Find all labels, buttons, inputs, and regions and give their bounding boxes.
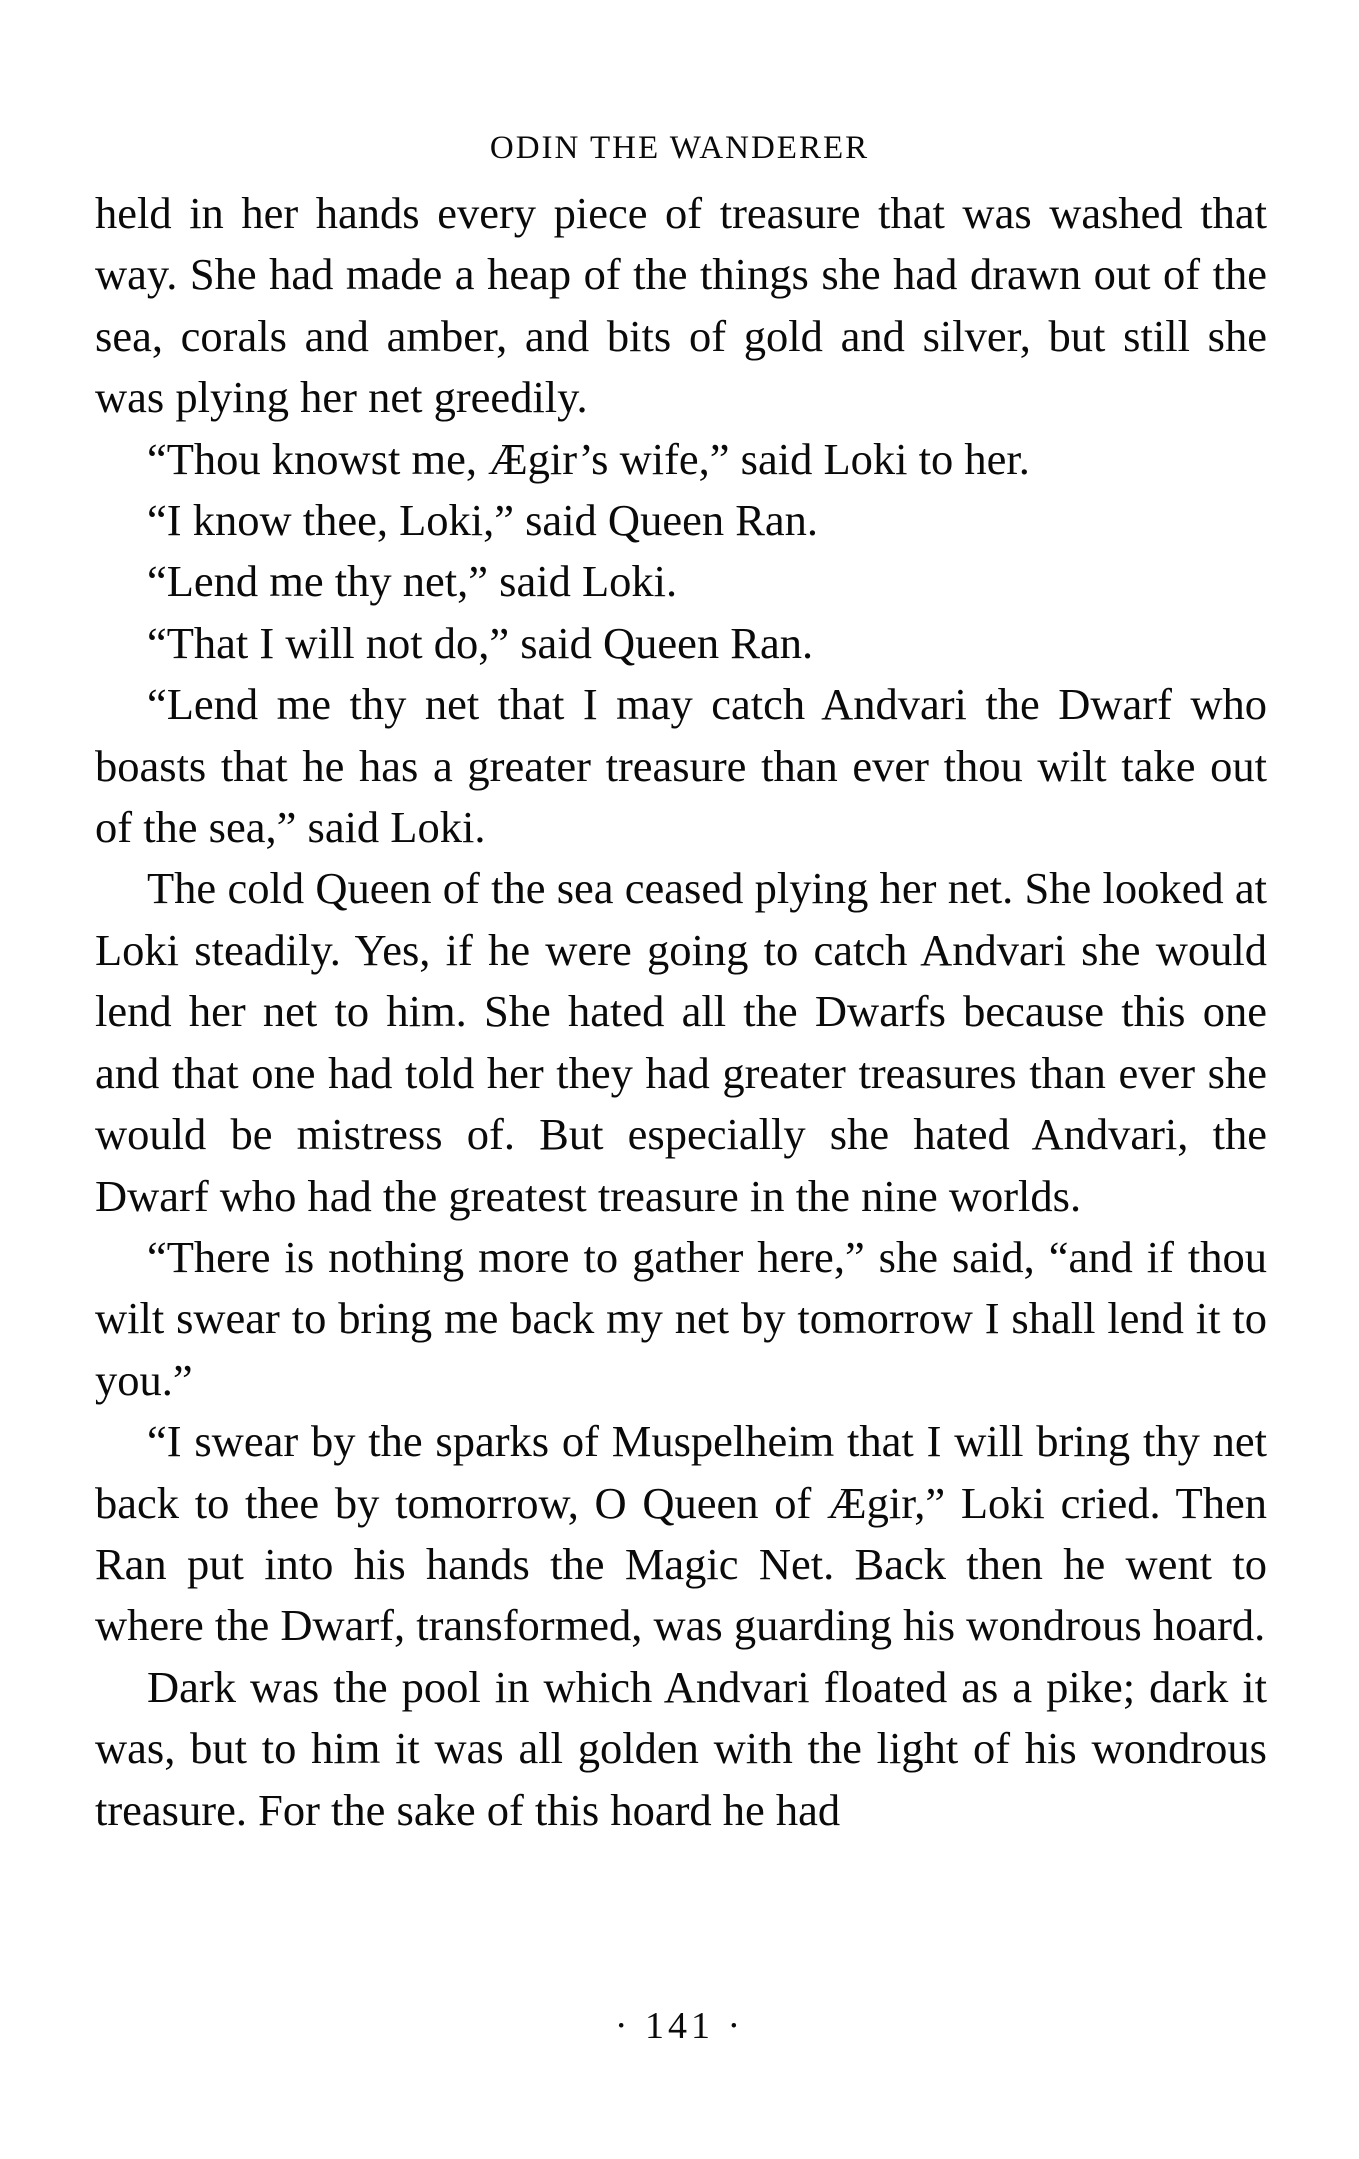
page-number: · 141 ·	[614, 2005, 745, 2047]
paragraph-continued: held in her hands every piece of treasure that was washed that way. She had made a heap of the things she had drawn out of the sea, corals and amber, and bits of gold and silver, but still she was plying her net greedily.	[95, 188, 1267, 423]
paragraph: Dark was the pool in which Andvari floated as a pike; dark it was, but to him it was all golden with the light of his wondrous treasure. For the sake of this hoard he had	[95, 1661, 1267, 1835]
running-head: ODIN THE WANDERER	[489, 130, 870, 166]
paragraph: “That I will not do,” said Queen Ran.	[147, 617, 814, 668]
paragraph: The cold Queen of the sea ceased plying her net. She looked at Loki steadily. Yes, if he were going to catch Andvari she would lend her net to him. She hated all the Dwarfs because this one and that one had told her they had greater treasures than ever she would be mistress of. But especially she hated Andvari, the Dwarf who had the greatest treasure in the nine worlds.	[95, 863, 1267, 1221]
paragraph: “Thou knowst me, Ægir’s wife,” said Loki to her.	[147, 433, 1030, 484]
paragraph: “I know thee, Loki,” said Queen Ran.	[147, 495, 818, 546]
paragraph: “Lend me thy net that I may catch Andvari the Dwarf who boasts that he has a greater treasure than ever thou wilt take out of the sea,” said Loki.	[95, 679, 1267, 853]
page-body	[95, 183, 1267, 1841]
paragraph: “I swear by the sparks of Muspelheim that I will bring thy net back to thee by tomorrow, O Queen of Ægir,” Loki cried. Then Ran put into his hands the Magic Net. Back then he went to where the Dwarf, transformed, was guarding his wondrous hoard.	[95, 1416, 1267, 1651]
paragraph: “There is nothing more to gather here,” she said, “and if thou wilt swear to bring me back my net by tomorrow I shall lend it to you.”	[95, 1231, 1267, 1405]
paragraph: “Lend me thy net,” said Loki.	[147, 556, 678, 607]
